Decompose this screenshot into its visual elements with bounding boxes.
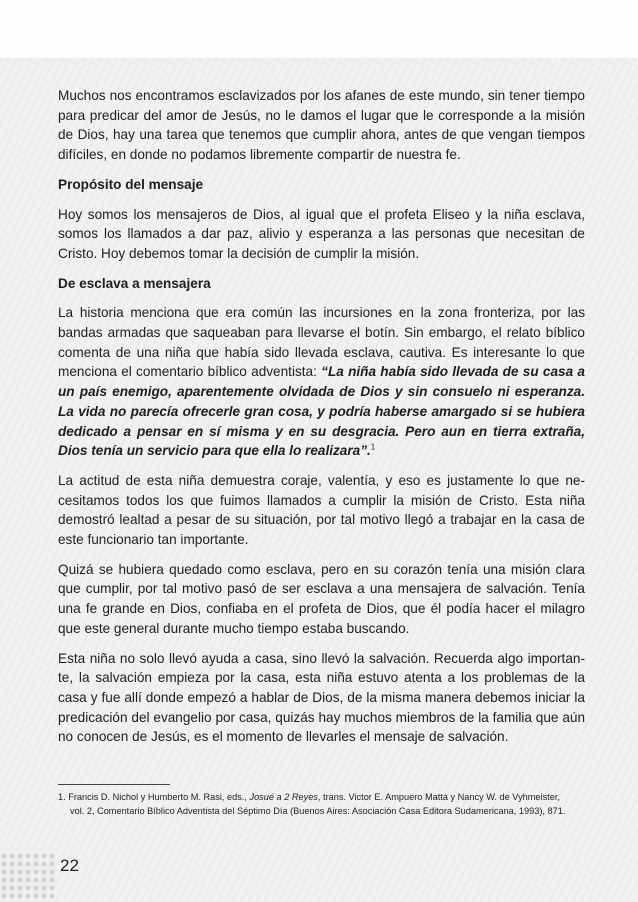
footnote-details: , trans. Victor E. Ampuero Matta y Nancy W. de Vyhmeister, <box>317 792 560 802</box>
footnote-prefix: 1. Francis D. Nichol y Humberto M. Rasi, eds., <box>58 792 250 802</box>
paragraph-salvacion: Esta niña no solo llevó ayuda a casa, sino llevó la salvación. Recuerda algo importante, la salvación empieza por la casa, esta niña estuvo atenta a los problemas de la casa y fue allí donde empezó a hablar de Dios, de la misma manera debemos iniciar la predicación del evangelio por casa, quizás hay muchos miembros de la familia que aún no conocen de Jesús, es el momento de llevarles el mensaje de salvación. <box>58 650 585 745</box>
page-number: 22 <box>60 856 79 875</box>
paragraph-historia <box>58 303 585 461</box>
page-top-margin <box>0 0 638 58</box>
paragraph-intro: Muchos nos encontramos esclavizados por los afanes de este mundo, sin tener tiempo para predicar del amor de Jesús, no le damos el lugar que le corresponde a la misión de Dios, hay una tarea que tenemos que cumplir ahora, antes de que vengan tiempos difíciles, en donde no podamos libremente compartir de nuestra fe. <box>58 88 585 163</box>
article-body <box>58 86 585 757</box>
footnote-book-title: Josué a 2 Reyes <box>249 792 318 802</box>
paragraph-mision: Quizá se hubiera quedado como esclava, pero en su corazón tenía una misión clara que cumplir, por tal motivo pasó de ser esclava a una mensajera de salvación. Tenía una fe grande en Dios, confiaba en el profeta de Dios, que él podía hacer el milagro que este general durante mucho tiempo estaba buscando. <box>58 561 585 636</box>
footnote-divider <box>58 784 170 785</box>
paragraph-actitud: La actitud de esta niña demuestra coraje, valentía, y eso es justamente lo que necesitamos todos los que fuimos llamados a cumplir la misión de Cristo. Esta niña demostró lealtad a pesar de su situación, por tal motivo llegó a trabajar en la casa de este funcionario tan importante. <box>58 472 585 548</box>
paragraph-historia-text: La historia menciona que era común las incursiones en la zona fronteriza, por las bandas armadas que saqueaban para llevarse el botín. Sin embargo, el relato bíblico comenta de una niña que había sido llevada esclava, cautiva. Es interesante lo que menciona el comentario bíblico adventista: <box>58 305 585 380</box>
heading-proposito: Propósito del mensaje <box>58 176 204 192</box>
bible-commentary-quote: “La niña había sido llevada de su casa a un país enemigo, aparentemente olvidada de Dios y sin consuelo ni esperanza. La vida no parecía ofrecerle gran cosa, y podría haberse amargado si se hubiera dedicado a pensar en sí misma y en su desgracia. Pero aun en tierra extraña, Dios tenía un servicio para que ella lo realizara”. <box>58 364 585 459</box>
footnote-continuation: vol. 2, Comentario Bíblico Adventista del Séptimo Día (Buenos Aires: Asociación Casa Editora Sudamericana, 1993), 871. <box>70 806 566 816</box>
paragraph-mensajeros: Hoy somos los mensajeros de Dios, al igual que el profeta Eliseo y la niña esclava, somos los llamados a dar paz, alivio y esperanza a las personas que necesitan de Cristo. Hoy debemos tomar la decisión de cumplir la misión. <box>58 206 585 261</box>
footnote <box>58 790 585 818</box>
heading-esclava-mensajera: De esclava a mensajera <box>58 275 211 291</box>
footnote-reference: 1 <box>370 442 376 452</box>
decorative-dot-grid <box>0 852 56 902</box>
